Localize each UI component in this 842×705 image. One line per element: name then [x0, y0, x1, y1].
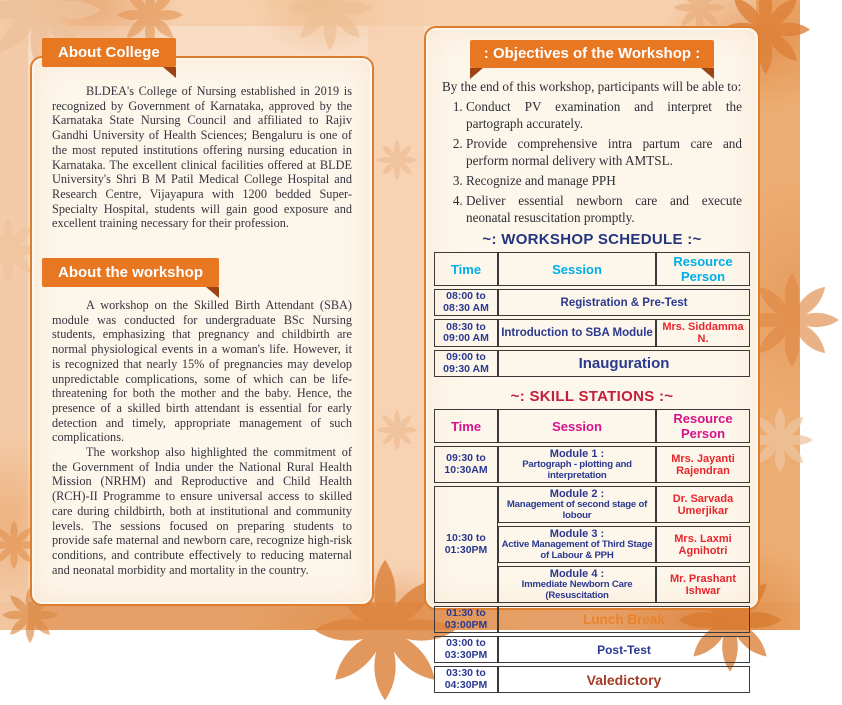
about-workshop-paragraph-2: The workshop also highlighted the commitment of the Government of India under the National Rural Health Mission (NRHM) and Reproductive and Child Health (RCH)-II Programme to ensure universal access to skilled care during childbirth, both at institutional and community levels. The sessions focused on preparing students to provide safe maternal and newborn care, recognize high-risk conditions, and contribute effectively to reducing maternal and neonatal morbidity and mortality in the country.	[52, 445, 352, 577]
schedule-row-registration	[434, 289, 750, 316]
session-cell: Post-Test	[498, 636, 750, 663]
objectives-intro: By the end of this workshop, participants will be able to:	[442, 79, 742, 94]
skill-row-module-1	[434, 446, 750, 483]
person-cell: Mrs. Laxmi Agnihotri	[656, 526, 750, 563]
session-cell: Lunch Break	[498, 606, 750, 633]
left-panel	[30, 44, 374, 606]
session-cell	[498, 526, 656, 563]
workshop-schedule-title: ~: WORKSHOP SCHEDULE :~	[482, 231, 702, 248]
objective-item-3: 3. Recognize and manage PPH	[466, 172, 748, 189]
person-cell: Mrs. Jayanti Rajendran	[656, 446, 750, 483]
right-panel-content	[426, 40, 758, 691]
about-college-paragraph: BLDEA's College of Nursing established in 2019 is recognized by Government of Karnataka, approved by the Karnataka State Nursing Council and affiliated to Rajiv Gandhi University of Health Sciences; Bengaluru is one of the most reputed institutions offering nursing education in Karnataka. The excellent clinical facilities offered at BLDE University's Shri B M Patil Medical College Hospital and Research Centre, Vijayapura with 1200 bedded Super-Specialty Hospital, students will gain good exposure and excellent training necessary for their profession.	[52, 84, 352, 231]
objectives-title: : Objectives of the Workshop :	[483, 45, 701, 62]
time-cell-merged: 10:30 to 01:30PM	[434, 486, 498, 603]
skill-header-row	[434, 409, 750, 443]
session-cell: Inauguration	[498, 350, 750, 377]
about-workshop-paragraph-1: A workshop on the Skilled Birth Attendant (SBA) module was conducted for undergraduate BSc Nursing students, emphasizing that pregnancy and childbirth are normal physiological events in a woman's life. However, it is recognized that nearly 15% of pregnancies may develop unpredictable complications, some of which can be life-threatening for both the mother and the baby. Hence, the presence of a skilled birth attendant is essential for early detection and timely, appropriate management of such complications.	[52, 298, 352, 445]
person-cell: Mr. Prashant Ishwar	[656, 566, 750, 603]
time-cell: 08:30 to 09:00 AM	[434, 319, 498, 347]
about-workshop-text	[52, 298, 352, 577]
module-description: Management of second stage of lobour	[506, 499, 648, 521]
about-workshop-title: About the workshop	[58, 264, 203, 281]
about-workshop-banner	[42, 258, 219, 287]
time-cell: 03:00 to 03:30PM	[434, 636, 498, 663]
skill-row-post-test	[434, 636, 750, 663]
person-cell: Dr. Sarvada Umerjikar	[656, 486, 750, 523]
session-cell	[498, 486, 656, 523]
schedule-header-row	[434, 252, 750, 286]
objectives-list	[442, 98, 748, 226]
objectives-banner	[470, 40, 714, 68]
about-college-title: About College	[58, 44, 160, 61]
objective-item-4: 4. Deliver essential newborn care and execute neonatal resuscitation promptly.	[466, 192, 748, 226]
flower-ornament-divider-lower	[375, 408, 419, 452]
objective-item-1: 1. Conduct PV examination and interpret the partograph accurately.	[466, 98, 748, 132]
module-description: Immediate Newborn Care (Resuscitation	[521, 579, 633, 601]
session-cell: Introduction to SBA Module	[498, 319, 656, 347]
skill-stations-table	[434, 406, 750, 696]
session-cell: Registration & Pre-Test	[498, 289, 750, 316]
time-cell: 01:30 to 03:00PM	[434, 606, 498, 633]
flower-ornament-divider-upper	[375, 138, 419, 182]
schedule-row-inauguration	[434, 350, 750, 377]
schedule-col-person: Resource Person	[656, 252, 750, 286]
about-college-text	[52, 84, 352, 231]
module-description: Active Management of Third Stage of Labour & PPH	[501, 539, 653, 561]
time-cell: 08:00 to 08:30 AM	[434, 289, 498, 316]
module-name: Module 4 :	[549, 568, 605, 580]
module-name: Module 2 :	[549, 488, 605, 500]
time-cell: 09:00 to 09:30 AM	[434, 350, 498, 377]
schedule-row-intro-sba	[434, 319, 750, 347]
skill-stations-title: ~: SKILL STATIONS :~	[510, 388, 674, 405]
skill-row-module-2	[434, 486, 750, 523]
module-name: Module 1 :	[549, 448, 605, 460]
flower-ornament-top-center	[285, 0, 375, 53]
skill-col-person: Resource Person	[656, 409, 750, 443]
about-college-banner	[42, 38, 176, 67]
session-cell	[498, 446, 656, 483]
skill-row-lunch-break	[434, 606, 750, 633]
objective-item-2: 2. Provide comprehensive intra partum care and perform normal delivery with AMTSL.	[466, 135, 748, 169]
person-cell: Mrs. Siddamma N.	[656, 319, 750, 347]
session-cell	[498, 566, 656, 603]
workshop-schedule-table	[434, 249, 750, 380]
skill-col-session: Session	[498, 409, 656, 443]
schedule-col-time: Time	[434, 252, 498, 286]
module-description: Partograph - plotting and interpretation	[522, 459, 632, 481]
module-name: Module 3 :	[549, 528, 605, 540]
schedule-col-session: Session	[498, 252, 656, 286]
session-cell: Valedictory	[498, 666, 750, 693]
time-cell: 09:30 to 10:30AM	[434, 446, 498, 483]
skill-row-valedictory	[434, 666, 750, 693]
time-cell: 03:30 to 04:30PM	[434, 666, 498, 693]
skill-col-time: Time	[434, 409, 498, 443]
right-panel	[424, 26, 760, 691]
